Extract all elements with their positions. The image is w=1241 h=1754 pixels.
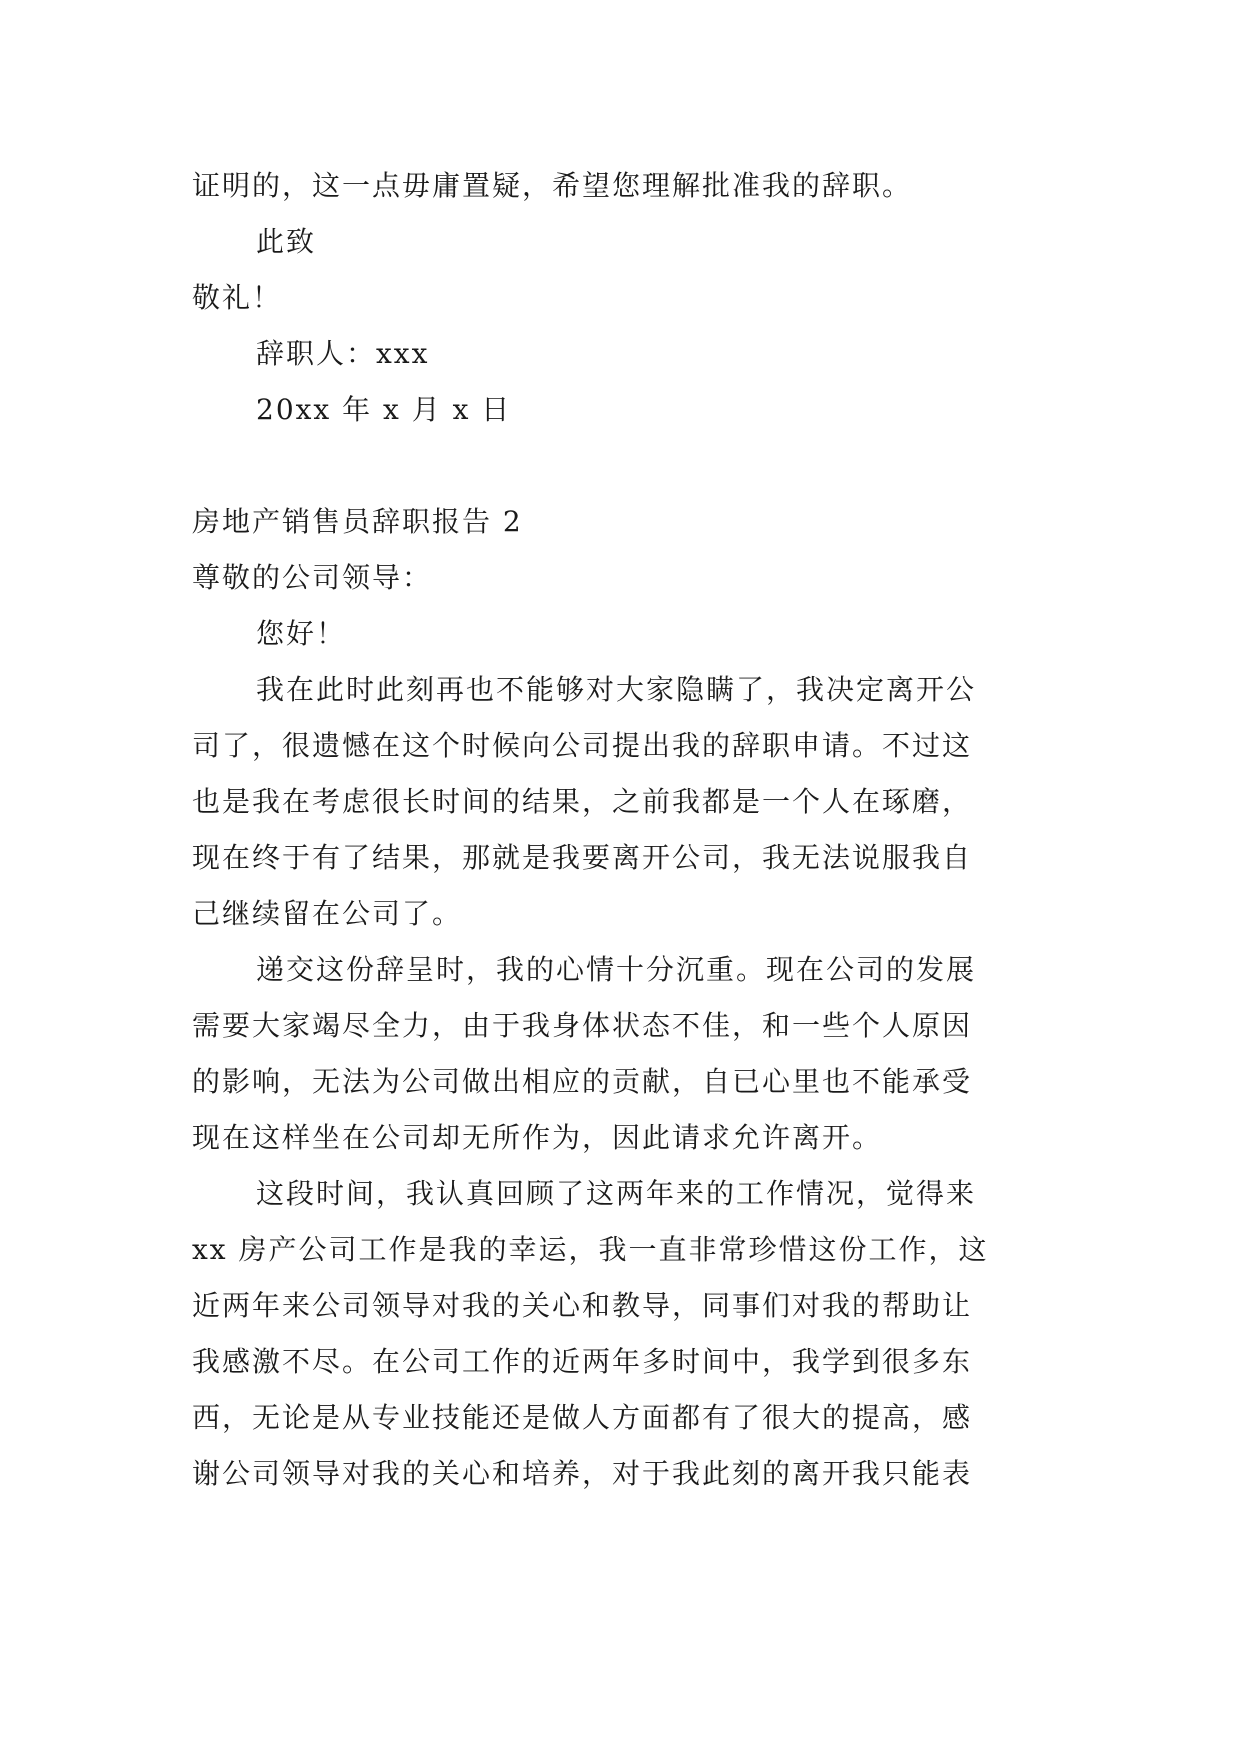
paragraph-line: 也是我在考虑很长时间的结果，之前我都是一个人在琢磨，: [192, 785, 973, 818]
paragraph-line: xx 房产公司工作是我的幸运，我一直非常珍惜这份工作，这: [192, 1233, 989, 1266]
paragraph-line: 司了，很遗憾在这个时候向公司提出我的辞职申请。不过这: [192, 729, 973, 762]
paragraph-line: 递交这份辞呈时，我的心情十分沉重。现在公司的发展: [256, 953, 977, 986]
paragraph-line: 现在这样坐在公司却无所作为，因此请求允许离开。: [192, 1121, 883, 1154]
paragraph-line: 我感激不尽。在公司工作的近两年多时间中，我学到很多东: [192, 1345, 973, 1378]
paragraph-line: 己继续留在公司了。: [192, 897, 463, 930]
paragraph-line: 现在终于有了结果，那就是我要离开公司，我无法说服我自: [192, 841, 973, 874]
closing-line: 证明的，这一点毋庸置疑，希望您理解批准我的辞职。: [192, 169, 913, 202]
greeting-line: 您好！: [256, 617, 347, 650]
paragraph-line: 的影响，无法为公司做出相应的贡献，自已心里也不能承受: [192, 1065, 973, 1098]
section-title: 房地产销售员辞职报告 2: [192, 505, 523, 538]
salutation-close: 此致: [256, 225, 317, 258]
date-line: 20xx 年 x 月 x 日: [256, 393, 512, 426]
paragraph-line: 我在此时此刻再也不能够对大家隐瞒了，我决定离开公: [256, 673, 977, 706]
recipient-line: 尊敬的公司领导：: [192, 561, 433, 594]
paragraph-line: 近两年来公司领导对我的关心和教导，同事们对我的帮助让: [192, 1289, 973, 1322]
paragraph-line: 西，无论是从专业技能还是做人方面都有了很大的提高，感: [192, 1401, 973, 1434]
paragraph-line: 需要大家竭尽全力，由于我身体状态不佳，和一些个人原因: [192, 1009, 973, 1042]
regards-line: 敬礼！: [192, 281, 283, 314]
paragraph-line: 谢公司领导对我的关心和培养，对于我此刻的离开我只能表: [192, 1457, 973, 1490]
signer-line: 辞职人：xxx: [256, 337, 430, 370]
paragraph-line: 这段时间，我认真回顾了这两年来的工作情况，觉得来: [256, 1177, 977, 1210]
